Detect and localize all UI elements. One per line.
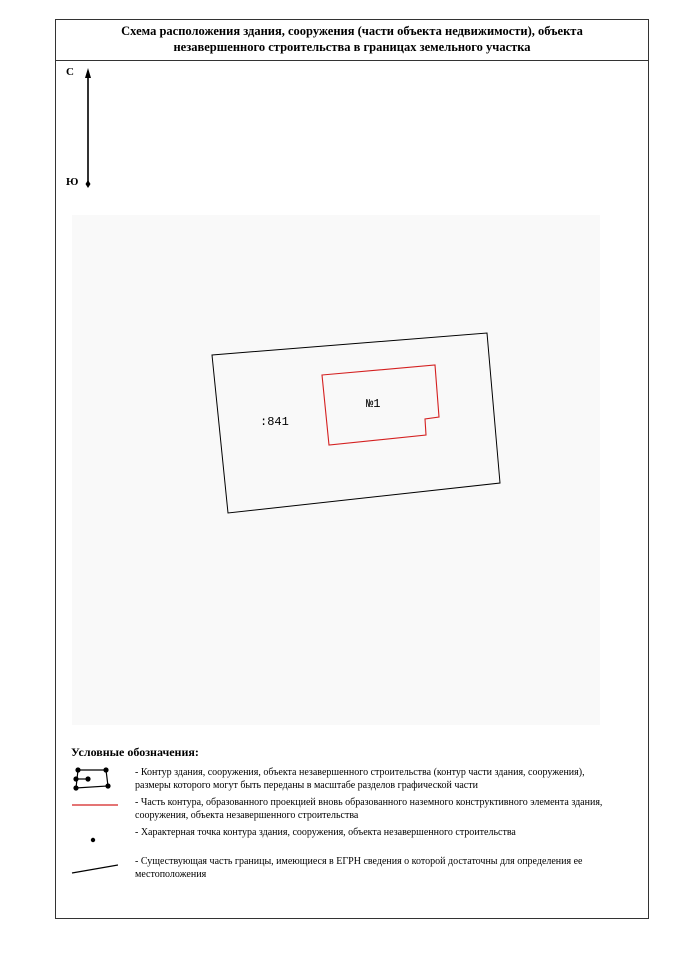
point-icon bbox=[68, 826, 118, 854]
building-contour-with-points-icon bbox=[68, 766, 118, 794]
south-label: Ю bbox=[66, 176, 79, 188]
title-line-2: незавершенного строительства в границах земельного участка bbox=[173, 40, 531, 54]
legend-title: Условные обозначения: bbox=[71, 745, 199, 759]
north-arrow-icon bbox=[66, 66, 96, 196]
north-label: С bbox=[66, 66, 74, 78]
map-drawing bbox=[72, 215, 600, 725]
red-line-icon bbox=[68, 796, 118, 824]
boundary-line-icon bbox=[68, 855, 118, 883]
legend-text: - Существующая часть границы, имеющиеся в ЕГРН сведения о которой достаточны для определения ее местоположения bbox=[135, 856, 583, 880]
map-area bbox=[72, 215, 600, 725]
legend-text: - Контур здания, сооружения, объекта незавершенного строительства (контур части здания, сооружения), размеры которого могут быть переданы в масштабе разделов графической части bbox=[135, 767, 585, 791]
legend-text: - Характерная точка контура здания, сооружения, объекта незавершенного строительства bbox=[135, 827, 516, 838]
document-title bbox=[55, 19, 649, 61]
building-contour bbox=[322, 365, 439, 445]
north-arrow bbox=[66, 66, 96, 196]
legend-text: - Часть контура, образованного проекцией вновь образованного наземного конструктивного элемента здания, сооружения, объекта незавершенного строительства bbox=[135, 797, 603, 821]
title-line-1: Схема расположения здания, сооружения (части объекта недвижимости), объекта bbox=[121, 24, 583, 38]
parcel-label: :841 bbox=[260, 415, 289, 429]
building-label: №1 bbox=[366, 397, 381, 411]
parcel-boundary bbox=[212, 333, 500, 513]
